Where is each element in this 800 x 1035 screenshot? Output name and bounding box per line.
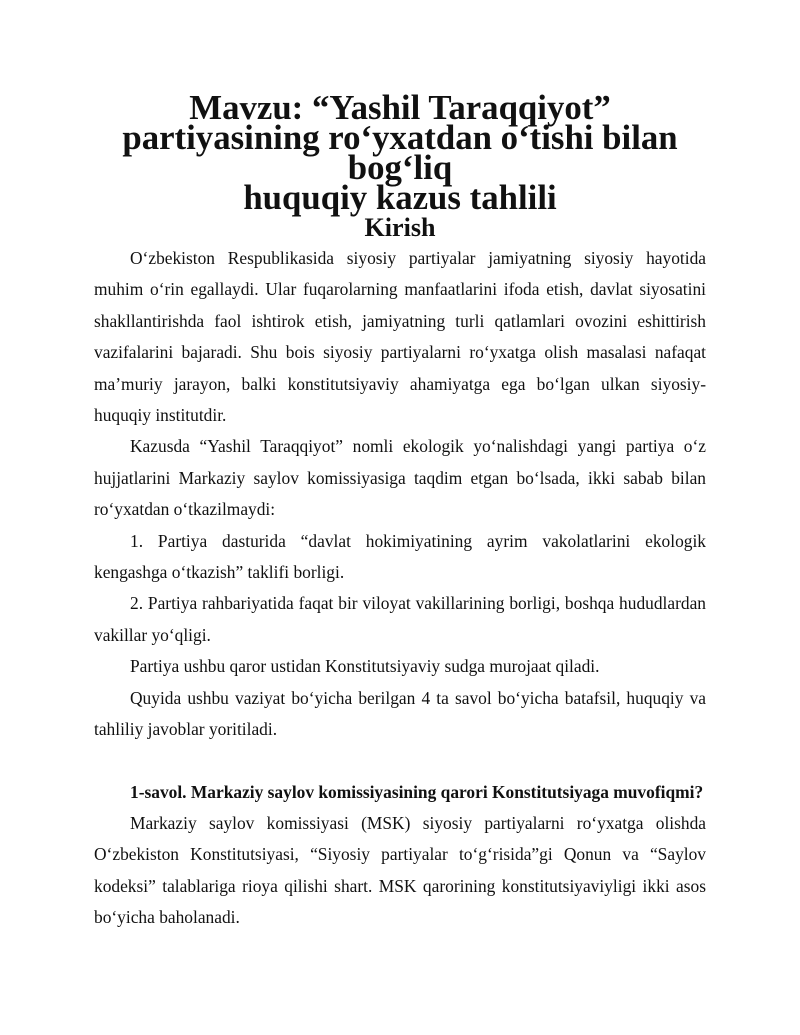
intro-paragraph: O‘zbekiston Respublikasida siyosiy partiyalar jamiyatning siyosiy hayotida muhim o‘rin egallaydi. Ular fuqarolarning manfaatlarini ifoda etish, davlat siyosatini shakllantirishda faol ishtirok etish, jamiyatning turli qatlamlari ovozini eshittirish vazifalarini bajaradi. Shu bois siyosiy partiyalarni ro‘yxatga olish masalasi nafaqat ma’muriy jarayon, balki konstitutsiyaviy ahamiyatga ega bo‘lgan ulkan siyosiy-huquqiy institutdir. xyxy=(94,248,706,426)
document-body xyxy=(94,88,706,934)
title-line-2: huquqiy kazus tahlili xyxy=(243,178,557,217)
document-title xyxy=(94,88,706,217)
reason-2-paragraph: 2. Partiya rahbariyatida faqat bir viloyat vakillarining borligi, boshqa hududlardan vakillar yo‘qligi. xyxy=(94,593,706,645)
case-paragraph: Kazusda “Yashil Taraqqiyot” nomli ekologik yo‘nalishdagi yangi partiya o‘z hujjatlarini Markaziy saylov komissiyasiga taqdim etgan bo‘lsada, ikki sabab bilan ro‘yxatdan o‘tkazilmaydi: xyxy=(94,436,706,520)
appeal-paragraph: Partiya ushbu qaror ustidan Konstitutsiyaviy sudga murojaat qiladi. xyxy=(130,656,600,677)
reason-1-paragraph: 1. Partiya dasturida “davlat hokimiyatining ayrim vakolatlarini ekologik kengashga o‘tkazish” taklifi borligi. xyxy=(94,530,706,583)
section-heading-kirish: Kirish xyxy=(364,213,436,242)
question-1-paragraph: Markaziy saylov komissiyasi (MSK) siyosiy partiyalarni ro‘yxatga olishda O‘zbekiston Konstitutsiyasi, “Siyosiy partiyalar to‘g‘risida”gi Qonun va “Saylov kodeksi” talablariga rioya qilishi shart. MSK qarorining konstitutsiyaviyligi ikki asos bo‘yicha baholanadi. xyxy=(94,812,706,928)
blank-line xyxy=(94,746,706,777)
title-line-1: Mavzu: “Yashil Taraqqiyot” partiyasining ro‘yxatdan o‘tishi bilan bog‘liq xyxy=(122,88,678,187)
question-1-heading: 1-savol. Markaziy saylov komissiyasining qarori Konstitutsiyaga muvofiqmi? xyxy=(130,781,704,802)
overview-paragraph: Quyida ushbu vaziyat bo‘yicha berilgan 4 ta savol bo‘yicha batafsil, huquqiy va tahliliy javoblar yoritiladi. xyxy=(94,687,706,740)
